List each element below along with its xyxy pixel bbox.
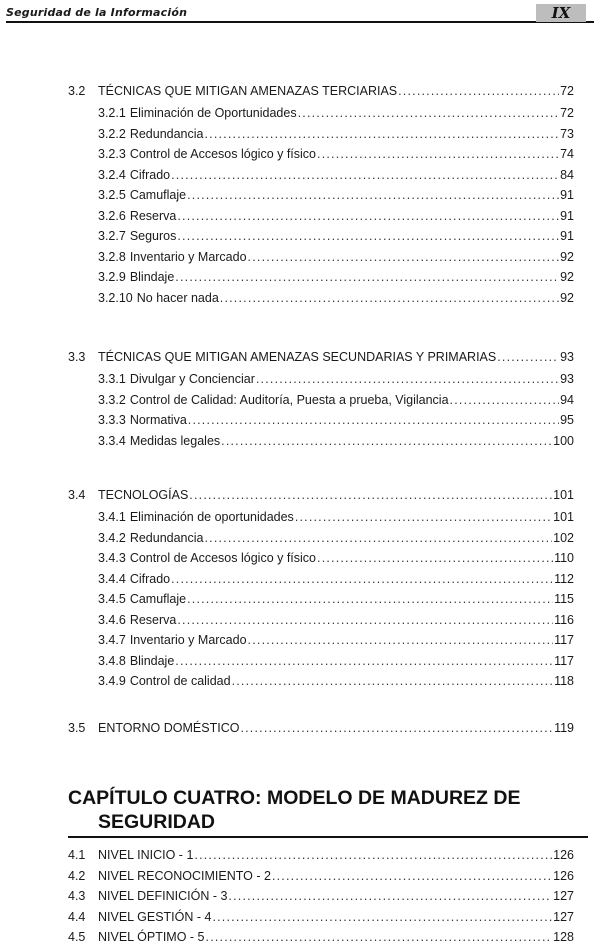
toc-subsection bbox=[98, 147, 574, 161]
entry-number: 3.4.8 bbox=[98, 653, 126, 668]
toc-subsection bbox=[98, 229, 574, 243]
toc-chapter-entry bbox=[68, 889, 574, 903]
entry-title: TECNOLOGÍAS bbox=[98, 488, 189, 502]
entry-title: TÉCNICAS QUE MITIGAN AMENAZAS TERCIARIAS bbox=[98, 84, 398, 98]
entry-page: 91 bbox=[560, 208, 574, 223]
toc-subsection bbox=[98, 633, 574, 647]
dot-leader bbox=[187, 592, 553, 606]
toc-subsection bbox=[98, 413, 574, 427]
toc-chapter-entry bbox=[68, 930, 574, 944]
entry-page: 91 bbox=[560, 229, 574, 243]
entry-number: 3.4.3 bbox=[98, 551, 126, 565]
toc-subsection bbox=[98, 393, 574, 407]
dot-leader bbox=[221, 434, 552, 448]
chapter-title-line2: SEGURIDAD bbox=[98, 811, 216, 833]
entry-number: 3.3.1 bbox=[98, 372, 126, 386]
entry-number: 3.4.1 bbox=[98, 510, 126, 524]
entry-number: 3.2.7 bbox=[98, 229, 126, 243]
entry-title: NIVEL INICIO - 1 bbox=[98, 848, 194, 862]
entry-page: 117 bbox=[554, 653, 574, 668]
dot-leader bbox=[175, 270, 559, 284]
dot-leader bbox=[232, 674, 553, 688]
entry-title: Control de calidad bbox=[129, 674, 231, 688]
entry-page: 84 bbox=[560, 167, 574, 182]
toc-subsection bbox=[98, 250, 574, 264]
entry-title: Redundancia bbox=[129, 126, 204, 141]
entry-number: 3.5 bbox=[68, 721, 86, 735]
dot-leader bbox=[177, 229, 559, 243]
entry-title: Control de Accesos lógico y físico bbox=[129, 147, 317, 161]
dot-leader bbox=[256, 372, 559, 386]
entry-title: TÉCNICAS QUE MITIGAN AMENAZAS SECUNDARIAS Y PRIMARIAS bbox=[98, 350, 497, 364]
toc-subsection bbox=[98, 613, 574, 627]
toc-subsection bbox=[98, 592, 574, 606]
entry-page: 126 bbox=[553, 868, 574, 883]
toc-section bbox=[68, 84, 574, 98]
dot-leader bbox=[177, 613, 553, 627]
entry-number: 3.4.7 bbox=[98, 633, 126, 647]
entry-title: NIVEL RECONOCIMIENTO - 2 bbox=[98, 868, 271, 883]
dot-leader bbox=[171, 168, 559, 182]
entry-title: Control de Calidad: Auditoría, Puesta a prueba, Vigilancia bbox=[129, 392, 449, 407]
dot-leader bbox=[248, 633, 554, 647]
toc-subsection bbox=[98, 291, 574, 305]
toc-subsection bbox=[98, 531, 574, 545]
entry-title: NIVEL DEFINICIÓN - 3 bbox=[98, 889, 228, 903]
entry-page: 72 bbox=[560, 84, 574, 98]
entry-number: 3.2.6 bbox=[98, 208, 126, 223]
entry-page: 102 bbox=[553, 530, 574, 545]
toc-subsection bbox=[98, 106, 574, 120]
toc-section bbox=[68, 721, 574, 735]
entry-page: 93 bbox=[560, 372, 574, 386]
entry-number: 3.2.2 bbox=[98, 126, 126, 141]
dot-leader bbox=[295, 510, 552, 524]
entry-number: 3.4.4 bbox=[98, 571, 126, 586]
toc-subsection bbox=[98, 654, 574, 668]
entry-page: 100 bbox=[553, 433, 574, 448]
entry-number: 3.2.1 bbox=[98, 106, 126, 120]
entry-title: Cifrado bbox=[129, 571, 171, 586]
entry-title: Redundancia bbox=[129, 530, 204, 545]
entry-page: 91 bbox=[560, 188, 574, 202]
entry-number: 3.2.10 bbox=[98, 290, 133, 305]
entry-page: 92 bbox=[560, 290, 574, 305]
entry-number: 3.4.9 bbox=[98, 674, 126, 688]
toc-section bbox=[68, 488, 574, 502]
entry-title: Reserva bbox=[129, 208, 177, 223]
toc-subsection bbox=[98, 510, 574, 524]
toc-subsection bbox=[98, 270, 574, 284]
toc-subsection bbox=[98, 127, 574, 141]
dot-leader bbox=[317, 551, 553, 565]
toc-subsection bbox=[98, 168, 574, 182]
toc-section bbox=[68, 350, 574, 364]
chapter-rule bbox=[68, 836, 588, 838]
dot-leader bbox=[187, 188, 559, 202]
dot-leader bbox=[398, 84, 559, 98]
entry-page: 92 bbox=[560, 270, 574, 284]
entry-title: Control de Accesos lógico y físico bbox=[129, 551, 317, 565]
dot-leader bbox=[188, 413, 559, 427]
toc-subsection bbox=[98, 572, 574, 586]
toc-chapter-entry bbox=[68, 848, 574, 862]
entry-title: Eliminación de oportunidades bbox=[129, 510, 294, 524]
dot-leader bbox=[228, 889, 552, 903]
entry-number: 3.2 bbox=[68, 84, 86, 98]
entry-page: 101 bbox=[553, 510, 574, 524]
entry-number: 3.2.3 bbox=[98, 147, 126, 161]
entry-number: 3.2.5 bbox=[98, 188, 126, 202]
entry-page: 126 bbox=[553, 848, 574, 862]
entry-title: Inventario y Marcado bbox=[129, 249, 247, 264]
entry-page: 72 bbox=[560, 106, 574, 120]
entry-title: NIVEL GESTIÓN - 4 bbox=[98, 909, 212, 924]
dot-leader bbox=[204, 127, 559, 141]
dot-leader bbox=[204, 531, 552, 545]
entry-number: 4.1 bbox=[68, 848, 86, 862]
entry-title: Camuflaje bbox=[129, 188, 187, 202]
entry-page: 115 bbox=[554, 592, 574, 606]
toc-subsection bbox=[98, 372, 574, 386]
toc-subsection bbox=[98, 188, 574, 202]
page-folio: IX bbox=[536, 4, 586, 22]
entry-page: 112 bbox=[554, 571, 574, 586]
entry-page: 119 bbox=[554, 721, 574, 735]
entry-page: 110 bbox=[554, 551, 574, 565]
entry-page: 95 bbox=[560, 413, 574, 427]
dot-leader bbox=[497, 350, 559, 364]
entry-number: 3.4.6 bbox=[98, 612, 126, 627]
entry-number: 3.4.2 bbox=[98, 530, 126, 545]
toc-subsection bbox=[98, 674, 574, 688]
entry-page: 127 bbox=[553, 909, 574, 924]
entry-title: Inventario y Marcado bbox=[129, 633, 247, 647]
entry-page: 118 bbox=[554, 674, 574, 688]
entry-title: Blindaje bbox=[129, 653, 175, 668]
entry-number: 3.3 bbox=[68, 350, 86, 364]
toc-subsection bbox=[98, 209, 574, 223]
dot-leader bbox=[298, 106, 560, 120]
dot-leader bbox=[272, 869, 552, 883]
entry-title: Blindaje bbox=[129, 270, 175, 284]
entry-number: 4.5 bbox=[68, 930, 86, 944]
entry-page: 73 bbox=[560, 126, 574, 141]
toc-subsection bbox=[98, 551, 574, 565]
dot-leader bbox=[220, 291, 559, 305]
entry-title: Medidas legales bbox=[129, 433, 221, 448]
entry-number: 3.2.8 bbox=[98, 249, 126, 264]
entry-page: 117 bbox=[554, 633, 574, 647]
running-header bbox=[6, 4, 596, 28]
dot-leader bbox=[206, 930, 553, 944]
entry-title: Normativa bbox=[129, 413, 187, 427]
toc-subsection bbox=[98, 434, 574, 448]
dot-leader bbox=[189, 488, 552, 502]
entry-title: ENTORNO DOMÉSTICO bbox=[98, 721, 240, 735]
entry-title: NIVEL ÓPTIMO - 5 bbox=[98, 930, 205, 944]
entry-number: 3.3.3 bbox=[98, 413, 126, 427]
entry-number: 3.2.4 bbox=[98, 167, 126, 182]
dot-leader bbox=[177, 209, 559, 223]
entry-title: Seguros bbox=[129, 229, 177, 243]
entry-number: 4.4 bbox=[68, 909, 86, 924]
entry-number: 3.4 bbox=[68, 488, 86, 502]
entry-page: 116 bbox=[554, 612, 574, 627]
dot-leader bbox=[212, 910, 552, 924]
entry-number: 3.4.5 bbox=[98, 592, 126, 606]
entry-page: 92 bbox=[560, 249, 574, 264]
toc-chapter-entry bbox=[68, 910, 574, 924]
entry-page: 101 bbox=[553, 488, 574, 502]
entry-page: 128 bbox=[553, 930, 574, 944]
dot-leader bbox=[248, 250, 560, 264]
entry-title: Eliminación de Oportunidades bbox=[129, 106, 297, 120]
entry-title: Divulgar y Concienciar bbox=[129, 372, 255, 386]
entry-number: 4.3 bbox=[68, 889, 86, 903]
entry-number: 3.2.9 bbox=[98, 270, 126, 284]
entry-title: No hacer nada bbox=[136, 290, 219, 305]
toc-chapter-entry bbox=[68, 869, 574, 883]
entry-page: 127 bbox=[553, 889, 574, 903]
entry-title: Cifrado bbox=[129, 167, 171, 182]
dot-leader bbox=[194, 848, 552, 862]
dot-leader bbox=[317, 147, 559, 161]
entry-page: 93 bbox=[560, 350, 574, 364]
entry-number: 3.3.2 bbox=[98, 392, 126, 407]
entry-page: 94 bbox=[560, 392, 574, 407]
chapter-title-line1: CAPÍTULO CUATRO: MODELO DE MADUREZ DE bbox=[68, 787, 521, 809]
header-rule bbox=[6, 21, 594, 23]
dot-leader bbox=[240, 721, 553, 735]
dot-leader bbox=[450, 393, 560, 407]
entry-title: Camuflaje bbox=[129, 592, 187, 606]
entry-page: 74 bbox=[560, 147, 574, 161]
entry-title: Reserva bbox=[129, 612, 177, 627]
entry-number: 3.3.4 bbox=[98, 433, 126, 448]
chapter-title bbox=[68, 786, 588, 834]
dot-leader bbox=[175, 654, 553, 668]
running-title: Seguridad de la Información bbox=[6, 6, 188, 19]
dot-leader bbox=[171, 572, 553, 586]
entry-number: 4.2 bbox=[68, 868, 86, 883]
